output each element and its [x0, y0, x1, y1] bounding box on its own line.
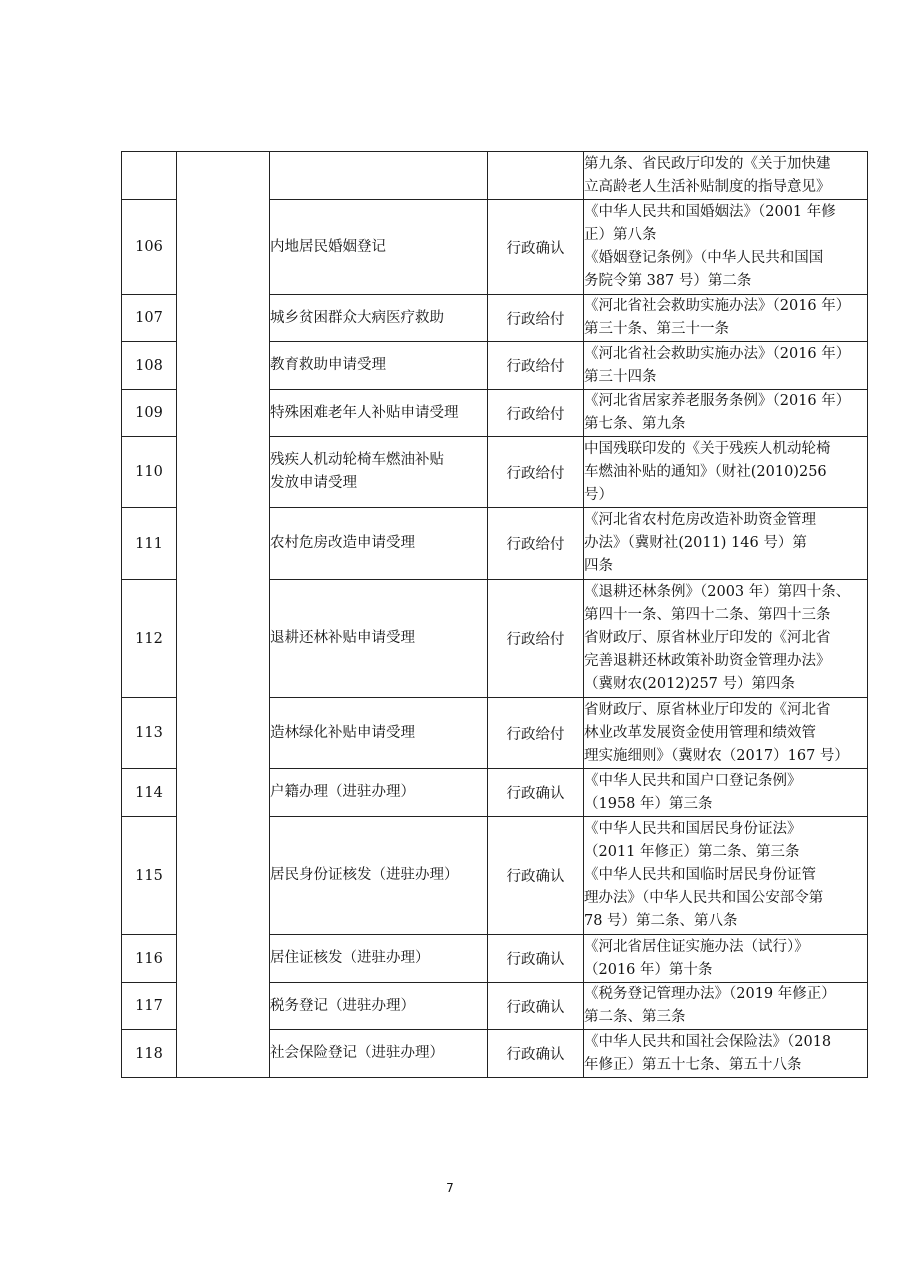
item-name-line: 农村危房改造申请受理	[270, 535, 415, 551]
item-name-line: 税务登记（进驻办理）	[270, 997, 415, 1014]
row-number: 116	[122, 935, 177, 983]
legal-basis-line: 第四十一条、第四十二条、第四十三条	[584, 607, 831, 623]
legal-basis-cell	[584, 295, 868, 342]
legal-basis-line: 《退耕还林条例》（2003 年）第四十条、	[584, 584, 851, 600]
row-number: 107	[122, 295, 177, 342]
legal-basis-line: 第三十条、第三十一条	[584, 321, 729, 337]
legal-basis-cell	[584, 508, 868, 580]
matter-type-cell: 行政确认	[488, 200, 584, 295]
matter-type-cell: 行政给付	[488, 390, 584, 437]
matter-type-cell: 行政给付	[488, 342, 584, 390]
legal-basis-line: （1958 年）第三条	[584, 795, 713, 812]
legal-basis-line: 《河北省社会救助实施办法》（2016 年）	[584, 298, 851, 314]
legal-basis-cell	[584, 769, 868, 817]
item-name-line: 社会保险登记（进驻办理）	[270, 1045, 444, 1061]
page-number: 7	[446, 1181, 454, 1195]
legal-basis-line: 《河北省居住证实施办法（试行）》	[584, 938, 809, 955]
item-name-line: 内地居民婚姻登记	[270, 238, 386, 255]
row-number: 117	[122, 983, 177, 1030]
legal-basis-line: 车燃油补贴的通知》（财社(2010)256	[584, 463, 827, 480]
legal-basis-line: 办法》（冀财社(2011) 146 号）第	[584, 535, 807, 551]
row-number: 108	[122, 342, 177, 390]
item-name-cell	[270, 1030, 488, 1078]
legal-basis-line: 务院令第 387 号）第二条	[584, 273, 752, 289]
item-name-cell	[270, 152, 488, 200]
item-name-line: 城乡贫困群众大病医疗救助	[270, 309, 444, 326]
item-name-cell	[270, 390, 488, 437]
legal-basis-line: （2011 年修正）第二条、第三条	[584, 844, 800, 860]
matter-type-cell: 行政给付	[488, 580, 584, 698]
legal-basis-cell	[584, 437, 868, 508]
legal-basis-cell	[584, 580, 868, 698]
legal-basis-line: 四条	[584, 558, 613, 574]
item-name-cell	[270, 295, 488, 342]
legal-basis-cell	[584, 817, 868, 935]
matter-type-cell: 行政给付	[488, 437, 584, 508]
row-number: 106	[122, 200, 177, 295]
legal-basis-line: 正）第八条	[584, 227, 657, 243]
row-number: 118	[122, 1030, 177, 1078]
legal-basis-line: 《中华人民共和国临时居民身份证管	[584, 867, 816, 883]
legal-basis-line: 第七条、第九条	[584, 416, 686, 432]
item-name-cell	[270, 698, 488, 769]
item-name-line: 户籍办理（进驻办理）	[270, 784, 415, 800]
legal-basis-line: 《中华人民共和国户口登记条例》	[584, 772, 802, 789]
legal-basis-line: 号）	[584, 486, 613, 503]
legal-basis-line: 《中华人民共和国社会保险法》（2018	[584, 1033, 832, 1050]
legal-basis-cell	[584, 698, 868, 769]
legal-basis-line: 《中华人民共和国婚姻法》（2001 年修	[584, 204, 836, 220]
item-name-cell	[270, 342, 488, 390]
matter-type-cell: 行政确认	[488, 1030, 584, 1078]
legal-basis-cell	[584, 152, 868, 200]
legal-basis-line: 完善退耕还林政策补助资金管理办法》	[584, 653, 831, 669]
legal-basis-line: 《中华人民共和国居民身份证法》	[584, 821, 802, 837]
item-name-cell	[270, 935, 488, 983]
legal-basis-line: （2016 年）第十条	[584, 961, 713, 978]
item-name-line: 特殊困难老年人补贴申请受理	[270, 404, 459, 421]
legal-basis-line: 第九条、省民政厅印发的《关于加快建	[584, 155, 831, 172]
legal-basis-line: 《税务登记管理办法》（2019 年修正）	[584, 986, 836, 1002]
legal-basis-cell	[584, 390, 868, 437]
legal-basis-line: 第二条、第三条	[584, 1009, 686, 1025]
item-name-line: 造林绿化补贴申请受理	[270, 724, 415, 741]
legal-basis-line: 《婚姻登记条例》（中华人民共和国国	[584, 250, 824, 266]
legal-basis-line: 年修正）第五十七条、第五十八条	[584, 1056, 802, 1073]
legal-basis-line: 省财政厅、原省林业厅印发的《河北省	[584, 701, 831, 718]
matter-type-cell: 行政确认	[488, 769, 584, 817]
item-name-cell	[270, 769, 488, 817]
legal-basis-cell	[584, 200, 868, 295]
row-number	[122, 152, 177, 200]
legal-basis-line: 78 号）第二条、第八条	[584, 913, 738, 929]
item-name-line: 居住证核发（进驻办理）	[270, 950, 430, 966]
item-name-line: 居民身份证核发（进驻办理）	[270, 867, 459, 883]
legal-basis-line: 《河北省农村危房改造补助资金管理	[584, 512, 816, 528]
item-name-cell	[270, 437, 488, 508]
item-name-line: 教育救助申请受理	[270, 357, 386, 373]
matter-type-cell: 行政给付	[488, 295, 584, 342]
legal-basis-cell	[584, 342, 868, 390]
merged-category-cell	[177, 152, 270, 1078]
legal-basis-line: 林业改革发展资金使用管理和绩效管	[584, 724, 816, 741]
row-number: 112	[122, 580, 177, 698]
item-name-cell	[270, 983, 488, 1030]
matter-type-cell: 行政确认	[488, 935, 584, 983]
item-name-line: 残疾人机动轮椅车燃油补贴	[270, 452, 444, 468]
matter-type-cell: 行政给付	[488, 698, 584, 769]
item-name-cell	[270, 817, 488, 935]
item-name-line: 退耕还林补贴申请受理	[270, 630, 415, 646]
legal-basis-line: 第三十四条	[584, 368, 657, 385]
matter-type-cell: 行政确认	[488, 983, 584, 1030]
legal-basis-cell	[584, 935, 868, 983]
legal-basis-line: 《河北省社会救助实施办法》（2016 年）	[584, 345, 851, 362]
legal-basis-line: （冀财农(2012)257 号）第四条	[584, 676, 795, 692]
item-name-line: 发放申请受理	[270, 475, 357, 491]
matter-type-cell	[488, 152, 584, 200]
item-name-cell	[270, 200, 488, 295]
row-number: 113	[122, 698, 177, 769]
legal-basis-line: 理实施细则》（冀财农（2017）167 号）	[584, 747, 849, 764]
matter-type-cell: 行政确认	[488, 817, 584, 935]
legal-basis-line: 理办法》（中华人民共和国公安部令第	[584, 890, 824, 906]
legal-basis-line: 中国残联印发的《关于残疾人机动轮椅	[584, 440, 831, 457]
item-name-cell	[270, 580, 488, 698]
matters-table	[121, 151, 868, 1078]
legal-basis-line: 《河北省居家养老服务条例》（2016 年）	[584, 393, 851, 409]
row-number: 109	[122, 390, 177, 437]
row-number: 114	[122, 769, 177, 817]
table-body	[122, 152, 868, 1078]
row-number: 111	[122, 508, 177, 580]
row-number: 110	[122, 437, 177, 508]
item-name-cell	[270, 508, 488, 580]
matter-type-cell: 行政给付	[488, 508, 584, 580]
legal-basis-cell	[584, 983, 868, 1030]
legal-basis-cell	[584, 1030, 868, 1078]
row-number: 115	[122, 817, 177, 935]
legal-basis-line: 立高龄老人生活补贴制度的指导意见》	[584, 178, 831, 195]
legal-basis-line: 省财政厅、原省林业厅印发的《河北省	[584, 630, 831, 646]
table-row	[122, 152, 868, 200]
